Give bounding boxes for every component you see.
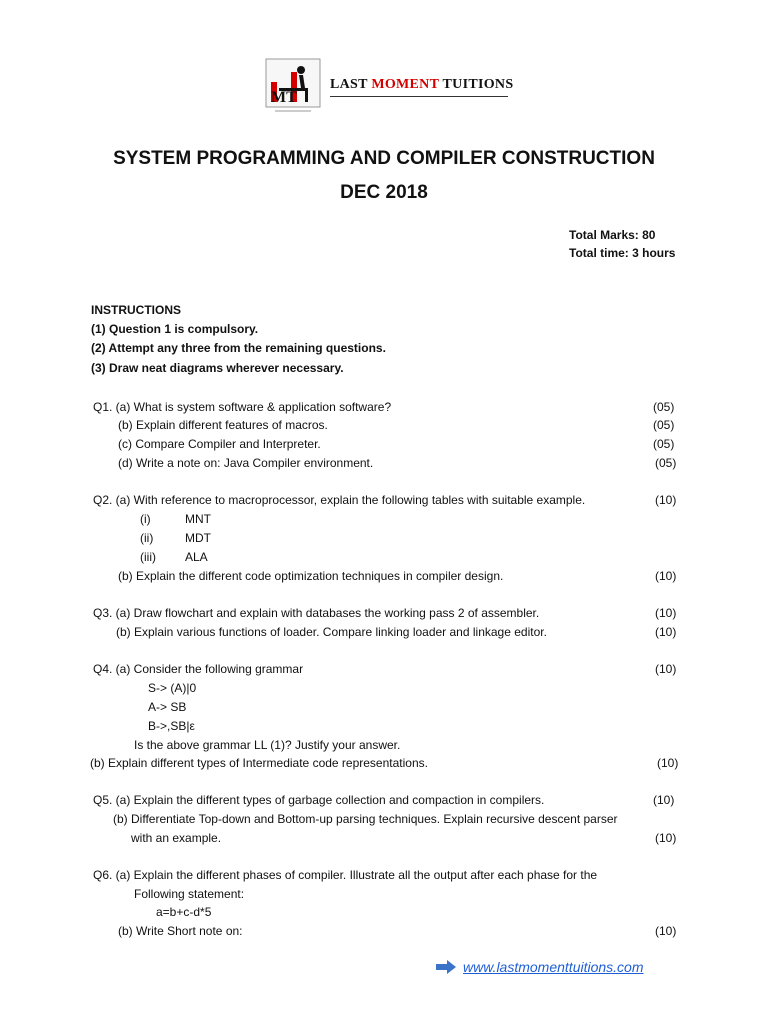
total-time: Total time: 3 hours: [569, 246, 676, 260]
list-num: (i): [140, 512, 151, 526]
instruction-item: (2) Attempt any three from the remaining questions.: [91, 341, 386, 355]
brand-name: LAST MOMENT TUITIONS: [330, 77, 514, 92]
marks-q4a: (10): [655, 662, 677, 676]
instruction-item: (3) Draw neat diagrams wherever necessary.: [91, 361, 344, 375]
logo: [265, 58, 321, 116]
question-q1d: (d) Write a note on: Java Compiler environment.: [118, 456, 374, 470]
marks-q4b: (10): [657, 756, 679, 770]
page-subtitle: DEC 2018: [340, 182, 428, 203]
marks-q1d: (05): [655, 456, 677, 470]
question-q4a: Q4. (a) Consider the following grammar: [93, 662, 304, 676]
marks-q6b: (10): [655, 924, 677, 938]
question-q4-ask: Is the above grammar LL (1)? Justify your answer.: [134, 738, 401, 752]
brand-underline: [330, 96, 508, 97]
marks-q2a: (10): [655, 493, 677, 507]
marks-q2b: (10): [655, 569, 677, 583]
question-q5b: (b) Differentiate Top-down and Bottom-up parsing techniques. Explain recursive descent parser: [113, 812, 618, 826]
grammar-rule: S-> (A)|0: [148, 681, 197, 695]
page-title: SYSTEM PROGRAMMING AND COMPILER CONSTRUCTION: [113, 148, 655, 169]
list-item: MNT: [185, 512, 211, 526]
list-num: (ii): [140, 531, 154, 545]
total-marks: Total Marks: 80: [569, 228, 656, 242]
marks-q5a: (10): [653, 793, 675, 807]
expression: a=b+c-d*5: [156, 905, 212, 919]
arrow-right-icon: [436, 960, 456, 974]
question-q6a-cont: Following statement:: [134, 887, 245, 901]
marks-q1b: (05): [653, 418, 675, 432]
marks-q3a: (10): [655, 606, 677, 620]
question-q1b: (b) Explain different features of macros.: [118, 418, 328, 432]
question-q3a: Q3. (a) Draw flowchart and explain with databases the working pass 2 of assembler.: [93, 606, 540, 620]
question-q6b: (b) Write Short note on:: [118, 924, 243, 938]
question-q5b-cont: with an example.: [131, 831, 222, 845]
logo-icon: [265, 58, 321, 116]
grammar-rule: B->,SB|ε: [148, 719, 195, 733]
instruction-item: (1) Question 1 is compulsory.: [91, 322, 259, 336]
question-q1a: Q1. (a) What is system software & application software?: [93, 400, 392, 414]
question-q3b: (b) Explain various functions of loader. Compare linking loader and linkage editor.: [116, 625, 547, 639]
list-item: ALA: [185, 550, 208, 564]
list-item: MDT: [185, 531, 211, 545]
logo-text: MT: [271, 89, 297, 106]
marks-q1a: (05): [653, 400, 675, 414]
marks-q3b: (10): [655, 625, 677, 639]
instructions-heading: INSTRUCTIONS: [91, 303, 181, 317]
question-q1c: (c) Compare Compiler and Interpreter.: [118, 437, 321, 451]
question-q2b: (b) Explain the different code optimization techniques in compiler design.: [118, 569, 504, 583]
question-q6a: Q6. (a) Explain the different phases of compiler. Illustrate all the output after each phase for the: [93, 868, 598, 882]
question-q5a: Q5. (a) Explain the different types of garbage collection and compaction in compilers.: [93, 793, 545, 807]
website-link[interactable]: www.lastmomenttuitions.com: [463, 959, 644, 975]
grammar-rule: A-> SB: [148, 700, 187, 714]
question-q4b: (b) Explain different types of Intermediate code representations.: [90, 756, 428, 770]
question-q2a: Q2. (a) With reference to macroprocessor, explain the following tables with suitable example.: [93, 493, 586, 507]
marks-q1c: (05): [653, 437, 675, 451]
marks-q5b: (10): [655, 831, 677, 845]
list-num: (iii): [140, 550, 156, 564]
